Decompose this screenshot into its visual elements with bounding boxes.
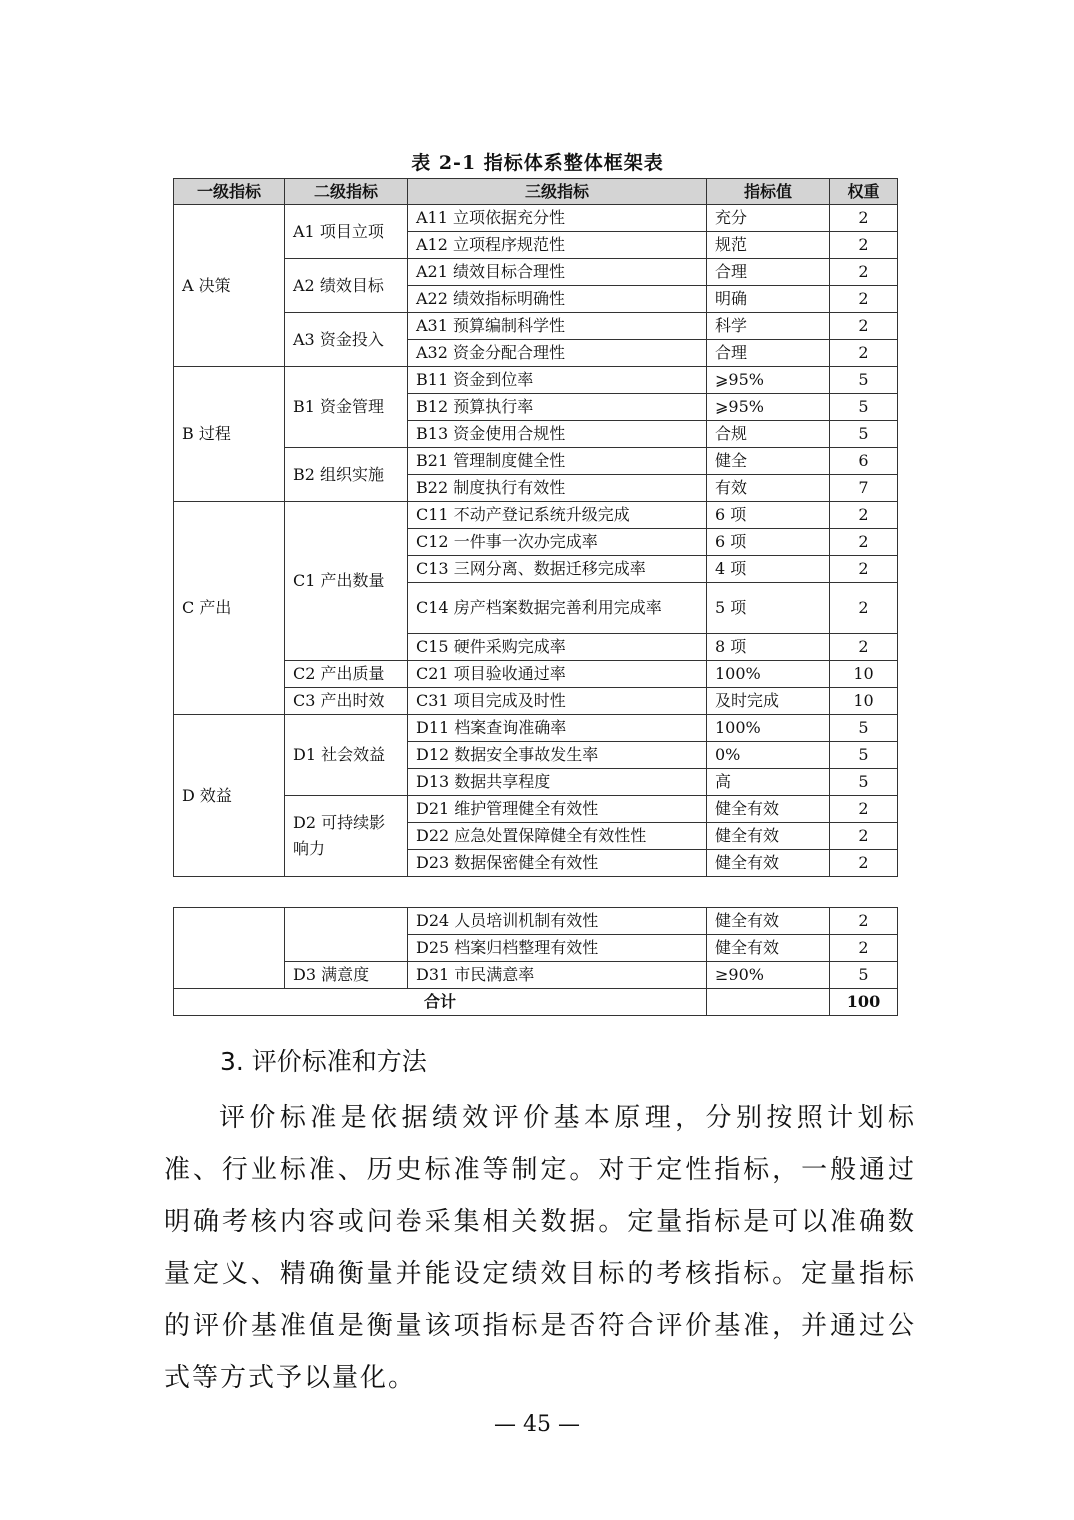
level2-cell: A2 绩效目标	[285, 259, 408, 313]
level3-cell: A32 资金分配合理性	[408, 340, 707, 367]
value-cell: 6 项	[707, 529, 830, 556]
level1-cell: D 效益	[174, 715, 285, 877]
level1-cell: A 决策	[174, 205, 285, 367]
table-row	[174, 908, 898, 935]
value-cell: 100%	[707, 661, 830, 688]
weight-cell: 2	[830, 502, 898, 529]
level3-cell: D31 市民满意率	[408, 962, 707, 989]
header-level2: 二级指标	[285, 179, 408, 205]
weight-cell: 2	[830, 850, 898, 877]
table-row	[174, 205, 898, 232]
level3-cell: D23 数据保密健全有效性	[408, 850, 707, 877]
value-cell: 6 项	[707, 502, 830, 529]
weight-cell: 5	[830, 367, 898, 394]
total-value	[707, 989, 830, 1016]
weight-cell: 2	[830, 205, 898, 232]
value-cell: 0%	[707, 742, 830, 769]
value-cell: 科学	[707, 313, 830, 340]
weight-cell: 2	[830, 232, 898, 259]
table-caption: 表 2-1 指标体系整体框架表	[411, 152, 664, 174]
table-header-row	[174, 179, 898, 205]
level2-cell: B2 组织实施	[285, 448, 408, 502]
value-cell: 合理	[707, 259, 830, 286]
level3-cell: B22 制度执行有效性	[408, 475, 707, 502]
level2-cell: D2 可持续影响力	[285, 796, 408, 877]
value-cell: 健全有效	[707, 823, 830, 850]
level3-cell: B21 管理制度健全性	[408, 448, 707, 475]
level3-cell: C31 项目完成及时性	[408, 688, 707, 715]
table-row	[174, 502, 898, 529]
value-cell: 4 项	[707, 556, 830, 583]
value-cell: 有效	[707, 475, 830, 502]
level3-cell: B11 资金到位率	[408, 367, 707, 394]
level2-cell: B1 资金管理	[285, 367, 408, 448]
value-cell: 健全有效	[707, 908, 830, 935]
table-row	[174, 367, 898, 394]
weight-cell: 5	[830, 769, 898, 796]
weight-cell: 2	[830, 313, 898, 340]
value-cell: 健全有效	[707, 935, 830, 962]
level3-cell: B12 预算执行率	[408, 394, 707, 421]
level1-cell: B 过程	[174, 367, 285, 502]
weight-cell: 2	[830, 823, 898, 850]
value-cell: 及时完成	[707, 688, 830, 715]
weight-cell: 2	[830, 634, 898, 661]
level3-cell: D21 维护管理健全有效性	[408, 796, 707, 823]
weight-cell: 2	[830, 796, 898, 823]
header-weight: 权重	[830, 179, 898, 205]
value-cell: ⩾95%	[707, 367, 830, 394]
header-level3: 三级指标	[408, 179, 707, 205]
level3-cell: D12 数据安全事故发生率	[408, 742, 707, 769]
weight-cell: 7	[830, 475, 898, 502]
weight-cell: 5	[830, 742, 898, 769]
weight-cell: 5	[830, 421, 898, 448]
level3-cell: C15 硬件采购完成率	[408, 634, 707, 661]
weight-cell: 2	[830, 340, 898, 367]
weight-cell: 2	[830, 583, 898, 634]
level2-cell-empty	[285, 908, 408, 962]
weight-cell: 2	[830, 908, 898, 935]
weight-cell: 5	[830, 962, 898, 989]
level3-cell: C14 房产档案数据完善利用完成率	[408, 583, 707, 634]
value-cell: 8 项	[707, 634, 830, 661]
value-cell: 健全	[707, 448, 830, 475]
indicator-table	[173, 178, 898, 877]
total-weight: 100	[830, 989, 898, 1016]
level3-cell: A22 绩效指标明确性	[408, 286, 707, 313]
value-cell: 合理	[707, 340, 830, 367]
level3-cell: C12 一件事一次办完成率	[408, 529, 707, 556]
value-cell: 合规	[707, 421, 830, 448]
level3-cell: D13 数据共享程度	[408, 769, 707, 796]
indicator-table-continued	[173, 907, 898, 1016]
weight-cell: 6	[830, 448, 898, 475]
value-cell: 充分	[707, 205, 830, 232]
level3-cell: D24 人员培训机制有效性	[408, 908, 707, 935]
level3-cell: A11 立项依据充分性	[408, 205, 707, 232]
level2-cell: D3 满意度	[285, 962, 408, 989]
value-cell: ≥90%	[707, 962, 830, 989]
level3-cell: D11 档案查询准确率	[408, 715, 707, 742]
level2-cell: A1 项目立项	[285, 205, 408, 259]
weight-cell: 2	[830, 935, 898, 962]
value-cell: ⩾95%	[707, 394, 830, 421]
level2-cell: C2 产出质量	[285, 661, 408, 688]
weight-cell: 5	[830, 394, 898, 421]
value-cell: 高	[707, 769, 830, 796]
level3-cell: A31 预算编制科学性	[408, 313, 707, 340]
total-label: 合计	[174, 989, 707, 1016]
weight-cell: 2	[830, 259, 898, 286]
value-cell: 5 项	[707, 583, 830, 634]
level2-cell: C1 产出数量	[285, 502, 408, 661]
header-level1: 一级指标	[174, 179, 285, 205]
level2-cell: D1 社会效益	[285, 715, 408, 796]
value-cell: 健全有效	[707, 796, 830, 823]
level3-cell: C11 不动产登记系统升级完成	[408, 502, 707, 529]
table-row	[174, 715, 898, 742]
body-paragraph: 评价标准是依据绩效评价基本原理，分别按照计划标准、行业标准、历史标准等制定。对于定性指标，一般通过明确考核内容或问卷采集相关数据。定量指标是可以准确数量定义、精确衡量并能设定绩效目标的考核指标。定量指标的评价基准值是衡量该项指标是否符合评价基准，并通过公式等方式予以量化。	[164, 1103, 916, 1393]
value-cell: 健全有效	[707, 850, 830, 877]
level2-cell: C3 产出时效	[285, 688, 408, 715]
weight-cell: 2	[830, 556, 898, 583]
weight-cell: 2	[830, 529, 898, 556]
weight-cell: 10	[830, 661, 898, 688]
value-cell: 规范	[707, 232, 830, 259]
value-cell: 100%	[707, 715, 830, 742]
section-heading: 3. 评价标准和方法	[220, 1047, 427, 1076]
level3-cell: C13 三网分离、数据迁移完成率	[408, 556, 707, 583]
level3-cell: A12 立项程序规范性	[408, 232, 707, 259]
weight-cell: 10	[830, 688, 898, 715]
level2-cell: A3 资金投入	[285, 313, 408, 367]
level3-cell: C21 项目验收通过率	[408, 661, 707, 688]
level3-cell: D22 应急处置保障健全有效性性	[408, 823, 707, 850]
weight-cell: 2	[830, 286, 898, 313]
page-number: — 45 —	[494, 1412, 580, 1437]
weight-cell: 5	[830, 715, 898, 742]
level1-cell-empty	[174, 908, 285, 989]
level1-cell: C 产出	[174, 502, 285, 715]
value-cell: 明确	[707, 286, 830, 313]
level3-cell: B13 资金使用合规性	[408, 421, 707, 448]
total-row	[174, 989, 898, 1016]
level3-cell: D25 档案归档整理有效性	[408, 935, 707, 962]
header-value: 指标值	[707, 179, 830, 205]
level3-cell: A21 绩效目标合理性	[408, 259, 707, 286]
